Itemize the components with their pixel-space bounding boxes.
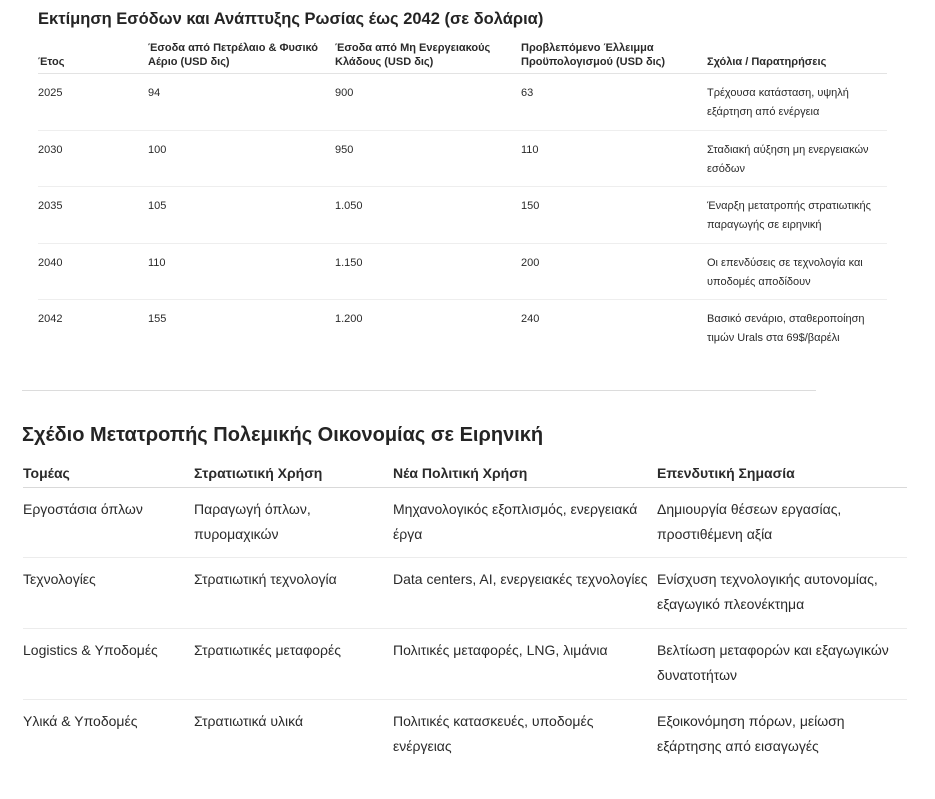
- cell-comment: Τρέχουσα κατάσταση, υψηλή εξάρτηση από ενέργεια: [707, 87, 849, 118]
- cell-military-use: Παραγωγή όπλων, πυρομαχικών: [194, 501, 311, 542]
- cell-military-use: Στρατιωτική τεχνολογία: [194, 571, 337, 587]
- section-divider: [22, 390, 816, 391]
- cell-civil-use: Πολιτικές μεταφορές, LNG, λιμάνια: [393, 642, 608, 658]
- cell-comment: Σταδιακή αύξηση μη ενεργειακών εσόδων: [707, 143, 869, 175]
- table-header-row: [38, 40, 887, 74]
- conversion-plan-table: [23, 458, 907, 771]
- header-investment-significance: Επενδυτική Σημασία: [657, 464, 795, 481]
- cell-deficit: 200: [521, 256, 540, 269]
- table-row: [23, 629, 907, 700]
- cell-year: 2035: [38, 200, 63, 212]
- cell-investment-text: Βελτίωση μεταφορών και εξαγωγικών δυνατοτήτων: [657, 642, 889, 683]
- cell-non-energy: 1.050: [335, 200, 363, 212]
- cell-oil-gas: 100: [148, 143, 167, 156]
- cell-oil-gas: 94: [148, 87, 161, 99]
- table-row: [38, 187, 887, 244]
- cell-sector: Τεχνολογίες: [23, 571, 96, 587]
- cell-deficit: 110: [521, 143, 539, 156]
- header-military-use: Στρατιωτική Χρήση: [194, 464, 323, 481]
- cell-non-energy: 950: [335, 143, 354, 156]
- table-row: [23, 700, 907, 771]
- cell-non-energy: 900: [335, 87, 354, 99]
- cell-sector: Logistics & Υποδομές: [23, 642, 158, 658]
- cell-deficit: 150: [521, 200, 540, 212]
- cell-comment: Οι επενδύσεις σε τεχνολογία και υποδομές αποδίδουν: [707, 256, 863, 288]
- cell-non-energy: 1.200: [335, 313, 363, 325]
- cell-comment: Βασικό σενάριο, σταθεροποίηση τιμών Urals στα 69$/βαρέλι: [707, 313, 865, 344]
- revenue-table-title: Εκτίμηση Εσόδων και Ανάπτυξης Ρωσίας έως 2042 (σε δολάρια): [38, 10, 544, 28]
- cell-oil-gas: 110: [148, 256, 166, 269]
- cell-oil-gas: 155: [148, 313, 167, 325]
- table-row: [23, 558, 907, 629]
- cell-sector: Εργοστάσια όπλων: [23, 501, 143, 517]
- cell-military-use: Στρατιωτικά υλικά: [194, 713, 304, 729]
- cell-investment-text: Δημιουργία θέσεων εργασίας, προστιθέμενη αξία: [657, 501, 842, 542]
- cell-investment: [657, 567, 907, 628]
- cell-non-energy: 1.150: [335, 256, 363, 269]
- cell-investment: [657, 497, 907, 557]
- cell-investment: [657, 638, 907, 699]
- cell-deficit: 240: [521, 313, 540, 325]
- cell-year: 2040: [38, 256, 63, 269]
- table-row: [23, 488, 907, 558]
- cell-comment: Έναρξη μετατροπής στρατιωτικής παραγωγής σε ειρηνική: [707, 200, 871, 231]
- cell-oil-gas: 105: [148, 200, 167, 212]
- cell-investment-text: Εξοικονόμηση πόρων, μείωση εξάρτησης από εισαγωγές: [657, 713, 845, 754]
- cell-investment: [657, 709, 907, 771]
- cell-sector: Υλικά & Υποδομές: [23, 713, 138, 729]
- table-row: [38, 74, 887, 131]
- table-row: [38, 131, 887, 188]
- cell-year: 2042: [38, 313, 63, 325]
- cell-year: 2025: [38, 87, 63, 99]
- table-header-row: [23, 458, 907, 488]
- cell-year: 2030: [38, 143, 63, 156]
- header-comments: Σχόλια / Παρατηρήσεις: [707, 56, 827, 68]
- cell-deficit: 63: [521, 87, 534, 99]
- cell-investment-text: Ενίσχυση τεχνολογικής αυτονομίας, εξαγωγικό πλεονέκτημα: [657, 571, 878, 612]
- header-civil-use: Νέα Πολιτική Χρήση: [393, 464, 528, 481]
- header-non-energy-revenue: Έσοδα από Μη Ενεργειακούς Κλάδους (USD δις): [335, 42, 491, 68]
- revenue-table: [38, 40, 887, 357]
- conversion-plan-title: Σχέδιο Μετατροπής Πολεμικής Οικονομίας σε Ειρηνική: [22, 424, 544, 446]
- table-row: [38, 244, 887, 301]
- header-year: Έτος: [38, 56, 65, 68]
- header-oil-gas-revenue: Έσοδα από Πετρέλαιο & Φυσικό Αέριο (USD δις): [148, 42, 318, 68]
- cell-civil-use: Data centers, AI, ενεργειακές τεχνολογίες: [393, 571, 648, 587]
- header-sector: Τομέας: [23, 464, 70, 481]
- cell-civil-use: Μηχανολογικός εξοπλισμός, ενεργειακά έργα: [393, 501, 638, 542]
- cell-civil-use: Πολιτικές κατασκευές, υποδομές ενέργειας: [393, 713, 594, 754]
- cell-military-use: Στρατιωτικές μεταφορές: [194, 642, 342, 658]
- table-row: [38, 300, 887, 357]
- header-budget-deficit: Προβλεπόμενο Έλλειμμα Προϋπολογισμού (USD δις): [521, 42, 666, 68]
